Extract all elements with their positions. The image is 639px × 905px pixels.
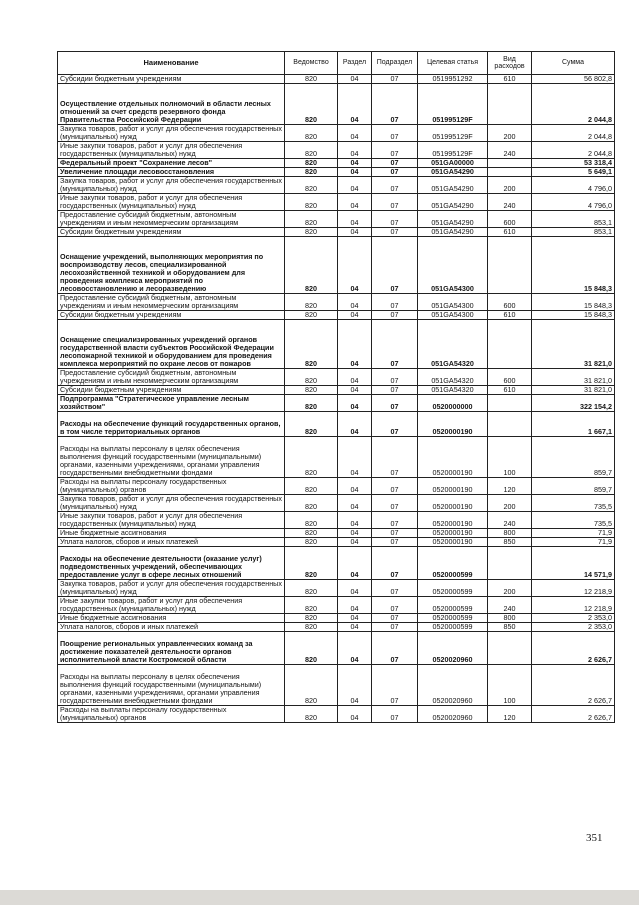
table-row [58, 495, 615, 512]
cell-podrazdel: 07 [372, 168, 418, 177]
cell-name: Закупка товаров, работ и услуг для обеспечения государственных (муниципальных) нужд [58, 580, 285, 597]
cell-vedomstvo: 820 [285, 84, 338, 125]
cell-razdel: 04 [338, 632, 372, 665]
cell-podrazdel: 07 [372, 211, 418, 228]
cell-sum: 31 821,0 [532, 320, 615, 369]
cell-razdel: 04 [338, 320, 372, 369]
cell-target-article: 0520000599 [418, 623, 488, 632]
table-row [58, 614, 615, 623]
cell-vedomstvo: 820 [285, 311, 338, 320]
cell-name: Уплата налогов, сборов и иных платежей [58, 538, 285, 547]
cell-name: Увеличение площади лесовосстановления [58, 168, 285, 177]
cell-expense-type [488, 412, 532, 437]
cell-vedomstvo: 820 [285, 237, 338, 294]
cell-name: Расходы на выплаты персоналу государственных (муниципальных) органов [58, 706, 285, 723]
page-number: 351 [586, 832, 603, 844]
table-row [58, 512, 615, 529]
cell-expense-type: 100 [488, 437, 532, 478]
scan-bottom-edge [0, 890, 639, 905]
cell-podrazdel: 07 [372, 125, 418, 142]
cell-razdel: 04 [338, 159, 372, 168]
cell-sum: 2 626,7 [532, 665, 615, 706]
cell-expense-type: 240 [488, 597, 532, 614]
cell-sum: 15 848,3 [532, 237, 615, 294]
cell-podrazdel: 07 [372, 597, 418, 614]
table-header-row [58, 52, 615, 75]
cell-vedomstvo: 820 [285, 159, 338, 168]
cell-name: Осуществление отдельных полномочий в области лесных отношений за счет средств резервного фонда Правительства Российской Федерации [58, 84, 285, 125]
cell-razdel: 04 [338, 237, 372, 294]
table-row [58, 311, 615, 320]
cell-podrazdel: 07 [372, 369, 418, 386]
cell-expense-type: 610 [488, 386, 532, 395]
cell-sum: 71,9 [532, 538, 615, 547]
table-row [58, 632, 615, 665]
cell-podrazdel: 07 [372, 311, 418, 320]
cell-razdel: 04 [338, 412, 372, 437]
cell-razdel: 04 [338, 395, 372, 412]
header-sum: Сумма [532, 52, 615, 75]
cell-expense-type [488, 320, 532, 369]
cell-name: Оснащение учреждений, выполняющих мероприятия по воспроизводству лесов, специализированной лесохозяйственной техникой и оборудованием для проведения комплекса мероприятий по лесовосстановлению и лесоразведению [58, 237, 285, 294]
cell-razdel: 04 [338, 529, 372, 538]
cell-name: Расходы на выплаты персоналу в целях обеспечения выполнения функций государственными (муниципальными) органами, казенными учреждениями, органами управления государственными внебюджетными фондами [58, 665, 285, 706]
cell-name: Уплата налогов, сборов и иных платежей [58, 623, 285, 632]
table-row [58, 177, 615, 194]
cell-vedomstvo: 820 [285, 412, 338, 437]
cell-podrazdel: 07 [372, 320, 418, 369]
table-row [58, 159, 615, 168]
cell-target-article: 0520020960 [418, 706, 488, 723]
cell-name: Оснащение специализированных учреждений органов государственной власти субъектов Российской Федерации лесопожарной техникой и оборудованием для проведения комплекса мероприятий по охране лесов от пожаров [58, 320, 285, 369]
cell-expense-type: 240 [488, 194, 532, 211]
cell-expense-type: 600 [488, 211, 532, 228]
table-row [58, 369, 615, 386]
cell-sum: 12 218,9 [532, 580, 615, 597]
cell-podrazdel: 07 [372, 237, 418, 294]
cell-podrazdel: 07 [372, 228, 418, 237]
table-row [58, 75, 615, 84]
cell-podrazdel: 07 [372, 437, 418, 478]
cell-vedomstvo: 820 [285, 177, 338, 194]
cell-target-article: 051GA54290 [418, 194, 488, 211]
table-row [58, 386, 615, 395]
cell-expense-type: 850 [488, 538, 532, 547]
cell-podrazdel: 07 [372, 194, 418, 211]
cell-vedomstvo: 820 [285, 75, 338, 84]
cell-sum: 4 796,0 [532, 177, 615, 194]
cell-name: Федеральный проект "Сохранение лесов" [58, 159, 285, 168]
cell-razdel: 04 [338, 478, 372, 495]
cell-sum: 4 796,0 [532, 194, 615, 211]
cell-vedomstvo: 820 [285, 437, 338, 478]
cell-expense-type [488, 395, 532, 412]
cell-razdel: 04 [338, 228, 372, 237]
cell-target-article: 0520000190 [418, 412, 488, 437]
cell-podrazdel: 07 [372, 478, 418, 495]
cell-target-article: 0520000190 [418, 538, 488, 547]
cell-podrazdel: 07 [372, 386, 418, 395]
cell-sum: 15 848,3 [532, 294, 615, 311]
cell-target-article: 051GA54300 [418, 237, 488, 294]
cell-expense-type [488, 547, 532, 580]
cell-vedomstvo: 820 [285, 320, 338, 369]
cell-vedomstvo: 820 [285, 168, 338, 177]
cell-target-article: 051GA54320 [418, 320, 488, 369]
cell-expense-type: 610 [488, 311, 532, 320]
cell-expense-type: 600 [488, 369, 532, 386]
cell-vedomstvo: 820 [285, 547, 338, 580]
cell-podrazdel: 07 [372, 177, 418, 194]
cell-sum: 1 667,1 [532, 412, 615, 437]
cell-podrazdel: 07 [372, 632, 418, 665]
cell-name: Иные закупки товаров, работ и услуг для обеспечения государственных (муниципальных) нужд [58, 512, 285, 529]
cell-sum: 12 218,9 [532, 597, 615, 614]
header-razdel: Раздел [338, 52, 372, 75]
cell-target-article: 0520000599 [418, 597, 488, 614]
cell-vedomstvo: 820 [285, 529, 338, 538]
cell-name: Поощрение региональных управленческих команд за достижение показателей деятельности органов исполнительной власти Костромской области [58, 632, 285, 665]
table-row [58, 665, 615, 706]
cell-name: Расходы на выплаты персоналу в целях обеспечения выполнения функций государственными (муниципальными) органами, казенными учреждениями, органами управления государственными внебюджетными фондами [58, 437, 285, 478]
cell-target-article: 0520000190 [418, 512, 488, 529]
cell-podrazdel: 07 [372, 614, 418, 623]
table-row [58, 623, 615, 632]
cell-razdel: 04 [338, 665, 372, 706]
cell-razdel: 04 [338, 547, 372, 580]
cell-expense-type: 100 [488, 665, 532, 706]
table-row [58, 529, 615, 538]
cell-target-article: 051GA54290 [418, 177, 488, 194]
cell-razdel: 04 [338, 614, 372, 623]
header-vedomstvo: Ведомство [285, 52, 338, 75]
cell-target-article: 0520000599 [418, 580, 488, 597]
cell-name: Закупка товаров, работ и услуг для обеспечения государственных (муниципальных) нужд [58, 495, 285, 512]
table-row [58, 437, 615, 478]
cell-sum: 735,5 [532, 495, 615, 512]
cell-vedomstvo: 820 [285, 294, 338, 311]
cell-name: Предоставление субсидий бюджетным, автономным учреждениям и иным некоммерческим организациям [58, 211, 285, 228]
cell-razdel: 04 [338, 168, 372, 177]
budget-table [57, 51, 615, 723]
cell-sum: 2 626,7 [532, 706, 615, 723]
cell-vedomstvo: 820 [285, 512, 338, 529]
cell-podrazdel: 07 [372, 580, 418, 597]
cell-expense-type: 200 [488, 125, 532, 142]
table-row [58, 125, 615, 142]
cell-expense-type: 800 [488, 614, 532, 623]
table-row [58, 84, 615, 125]
table-row [58, 168, 615, 177]
cell-sum: 15 848,3 [532, 311, 615, 320]
cell-name: Субсидии бюджетным учреждениям [58, 311, 285, 320]
cell-name: Субсидии бюджетным учреждениям [58, 386, 285, 395]
cell-expense-type: 200 [488, 177, 532, 194]
cell-vedomstvo: 820 [285, 194, 338, 211]
cell-razdel: 04 [338, 512, 372, 529]
cell-sum: 71,9 [532, 529, 615, 538]
header-target-article: Целевая статья [418, 52, 488, 75]
cell-vedomstvo: 820 [285, 142, 338, 159]
cell-vedomstvo: 820 [285, 211, 338, 228]
cell-sum: 859,7 [532, 478, 615, 495]
cell-razdel: 04 [338, 538, 372, 547]
cell-vedomstvo: 820 [285, 538, 338, 547]
table-row [58, 228, 615, 237]
cell-target-article: 0520000599 [418, 614, 488, 623]
cell-expense-type: 600 [488, 294, 532, 311]
cell-target-article: 0520000599 [418, 547, 488, 580]
table-row [58, 294, 615, 311]
cell-razdel: 04 [338, 706, 372, 723]
cell-sum: 2 626,7 [532, 632, 615, 665]
cell-sum: 853,1 [532, 211, 615, 228]
cell-podrazdel: 07 [372, 294, 418, 311]
cell-expense-type: 850 [488, 623, 532, 632]
cell-name: Закупка товаров, работ и услуг для обеспечения государственных (муниципальных) нужд [58, 177, 285, 194]
cell-name: Иные закупки товаров, работ и услуг для обеспечения государственных (муниципальных) нужд [58, 597, 285, 614]
cell-expense-type: 200 [488, 580, 532, 597]
cell-target-article: 051GA54300 [418, 311, 488, 320]
cell-vedomstvo: 820 [285, 395, 338, 412]
cell-sum: 14 571,9 [532, 547, 615, 580]
cell-vedomstvo: 820 [285, 125, 338, 142]
cell-razdel: 04 [338, 125, 372, 142]
cell-sum: 2 044,8 [532, 84, 615, 125]
cell-name: Закупка товаров, работ и услуг для обеспечения государственных (муниципальных) нужд [58, 125, 285, 142]
cell-sum: 31 821,0 [532, 369, 615, 386]
cell-razdel: 04 [338, 194, 372, 211]
cell-vedomstvo: 820 [285, 580, 338, 597]
cell-sum: 735,5 [532, 512, 615, 529]
cell-expense-type [488, 237, 532, 294]
cell-target-article: 0520020960 [418, 665, 488, 706]
cell-name: Иные закупки товаров, работ и услуг для обеспечения государственных (муниципальных) нужд [58, 194, 285, 211]
cell-name: Субсидии бюджетным учреждениям [58, 228, 285, 237]
cell-sum: 2 044,8 [532, 125, 615, 142]
table-row [58, 580, 615, 597]
cell-vedomstvo: 820 [285, 706, 338, 723]
cell-podrazdel: 07 [372, 538, 418, 547]
cell-name: Иные бюджетные ассигнования [58, 614, 285, 623]
cell-target-article: 051GA00000 [418, 159, 488, 168]
cell-podrazdel: 07 [372, 159, 418, 168]
cell-razdel: 04 [338, 142, 372, 159]
cell-podrazdel: 07 [372, 495, 418, 512]
cell-podrazdel: 07 [372, 623, 418, 632]
cell-sum: 859,7 [532, 437, 615, 478]
cell-razdel: 04 [338, 580, 372, 597]
cell-sum: 56 802,8 [532, 75, 615, 84]
cell-target-article: 0520000000 [418, 395, 488, 412]
cell-target-article: 051995129F [418, 125, 488, 142]
cell-expense-type: 120 [488, 706, 532, 723]
cell-podrazdel: 07 [372, 665, 418, 706]
cell-expense-type: 240 [488, 512, 532, 529]
cell-target-article: 0520000190 [418, 529, 488, 538]
table-row [58, 395, 615, 412]
table-row [58, 237, 615, 294]
cell-expense-type [488, 168, 532, 177]
cell-razdel: 04 [338, 386, 372, 395]
cell-expense-type: 240 [488, 142, 532, 159]
cell-target-article: 051GA54290 [418, 211, 488, 228]
cell-podrazdel: 07 [372, 529, 418, 538]
table-row [58, 142, 615, 159]
cell-razdel: 04 [338, 597, 372, 614]
cell-sum: 322 154,2 [532, 395, 615, 412]
cell-sum: 53 318,4 [532, 159, 615, 168]
table-row [58, 706, 615, 723]
table-row [58, 538, 615, 547]
cell-razdel: 04 [338, 177, 372, 194]
cell-podrazdel: 07 [372, 412, 418, 437]
cell-expense-type: 610 [488, 75, 532, 84]
cell-target-article: 051GA54320 [418, 386, 488, 395]
cell-expense-type: 120 [488, 478, 532, 495]
cell-sum: 2 044,8 [532, 142, 615, 159]
cell-name: Предоставление субсидий бюджетным, автономным учреждениям и иным некоммерческим организациям [58, 369, 285, 386]
cell-name: Предоставление субсидий бюджетным, автономным учреждениям и иным некоммерческим организациям [58, 294, 285, 311]
cell-podrazdel: 07 [372, 142, 418, 159]
cell-sum: 2 353,0 [532, 623, 615, 632]
cell-target-article: 051GA54320 [418, 369, 488, 386]
cell-vedomstvo: 820 [285, 369, 338, 386]
cell-razdel: 04 [338, 495, 372, 512]
cell-vedomstvo: 820 [285, 623, 338, 632]
cell-target-article: 051GA54290 [418, 228, 488, 237]
cell-razdel: 04 [338, 311, 372, 320]
table-row [58, 412, 615, 437]
cell-vedomstvo: 820 [285, 614, 338, 623]
cell-vedomstvo: 820 [285, 597, 338, 614]
table-row [58, 478, 615, 495]
cell-vedomstvo: 820 [285, 495, 338, 512]
cell-target-article: 051GA54290 [418, 168, 488, 177]
cell-podrazdel: 07 [372, 75, 418, 84]
cell-expense-type [488, 159, 532, 168]
table-row [58, 597, 615, 614]
cell-target-article: 051995129F [418, 142, 488, 159]
cell-name: Иные бюджетные ассигнования [58, 529, 285, 538]
cell-podrazdel: 07 [372, 512, 418, 529]
header-podrazdel: Подраздел [372, 52, 418, 75]
cell-name: Подпрограмма "Стратегическое управление лесным хозяйством" [58, 395, 285, 412]
cell-target-article: 0520020960 [418, 632, 488, 665]
cell-vedomstvo: 820 [285, 386, 338, 395]
cell-target-article: 0520000190 [418, 495, 488, 512]
cell-vedomstvo: 820 [285, 665, 338, 706]
cell-podrazdel: 07 [372, 706, 418, 723]
table-row [58, 320, 615, 369]
cell-name: Расходы на выплаты персоналу государственных (муниципальных) органов [58, 478, 285, 495]
cell-target-article: 051995129F [418, 84, 488, 125]
cell-podrazdel: 07 [372, 547, 418, 580]
cell-expense-type: 610 [488, 228, 532, 237]
cell-expense-type [488, 632, 532, 665]
cell-razdel: 04 [338, 437, 372, 478]
cell-razdel: 04 [338, 75, 372, 84]
cell-vedomstvo: 820 [285, 632, 338, 665]
cell-razdel: 04 [338, 211, 372, 228]
cell-razdel: 04 [338, 623, 372, 632]
cell-target-article: 0520000190 [418, 478, 488, 495]
cell-expense-type [488, 84, 532, 125]
cell-sum: 853,1 [532, 228, 615, 237]
cell-name: Расходы на обеспечение функций государственных органов, в том числе территориальных органов [58, 412, 285, 437]
cell-name: Расходы на обеспечение деятельности (оказание услуг) подведомственных учреждений, обеспечивающих предоставление услуг в сфере лесных отношений [58, 547, 285, 580]
cell-podrazdel: 07 [372, 395, 418, 412]
header-expense-type: Вид расходов [488, 52, 532, 75]
cell-target-article: 0520000190 [418, 437, 488, 478]
table-row [58, 194, 615, 211]
cell-sum: 31 821,0 [532, 386, 615, 395]
table-row [58, 211, 615, 228]
cell-target-article: 0519951292 [418, 75, 488, 84]
cell-expense-type: 800 [488, 529, 532, 538]
table-row [58, 547, 615, 580]
cell-vedomstvo: 820 [285, 228, 338, 237]
cell-razdel: 04 [338, 294, 372, 311]
cell-name: Субсидии бюджетным учреждениям [58, 75, 285, 84]
cell-razdel: 04 [338, 369, 372, 386]
cell-podrazdel: 07 [372, 84, 418, 125]
cell-razdel: 04 [338, 84, 372, 125]
cell-sum: 5 649,1 [532, 168, 615, 177]
cell-name: Иные закупки товаров, работ и услуг для обеспечения государственных (муниципальных) нужд [58, 142, 285, 159]
cell-vedomstvo: 820 [285, 478, 338, 495]
cell-sum: 2 353,0 [532, 614, 615, 623]
header-name: Наименование [58, 52, 285, 75]
cell-target-article: 051GA54300 [418, 294, 488, 311]
cell-expense-type: 200 [488, 495, 532, 512]
